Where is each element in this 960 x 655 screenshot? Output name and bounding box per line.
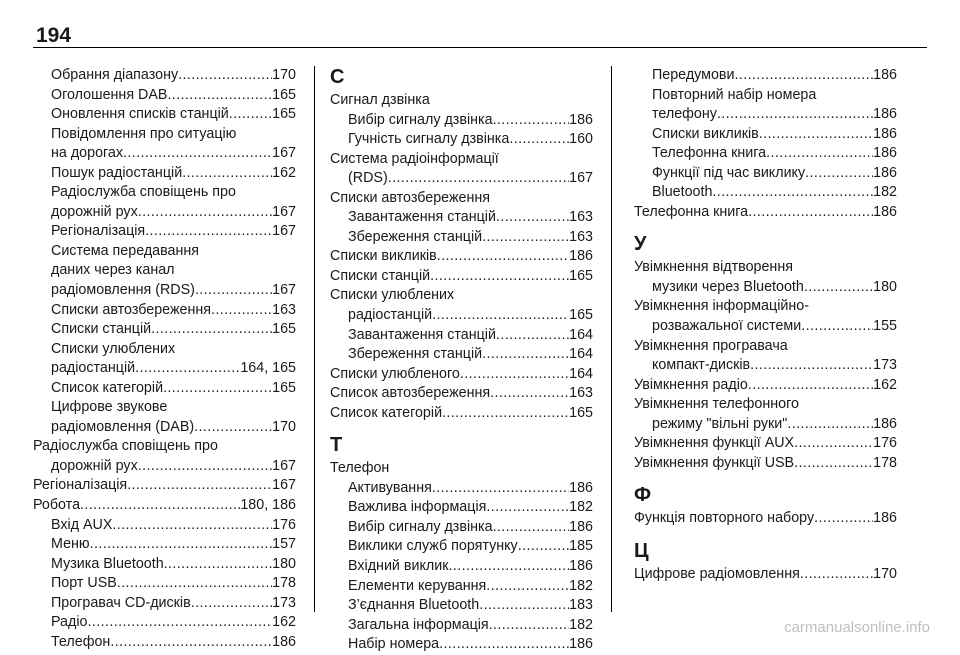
index-entry-text: Список категорій [51,379,164,396]
header-rule [33,47,927,48]
index-entry[interactable] [33,281,296,301]
index-entry-page: 186 [569,111,593,128]
index-entry-text: Набір номера [348,636,440,653]
index-entry-text: Оновлення списків станцій [51,106,229,123]
index-entry[interactable] [33,516,296,536]
index-entry[interactable] [330,247,593,267]
index-entry-page: 170 [272,67,296,83]
section-letter: С [330,66,345,88]
index-entry[interactable] [330,577,593,597]
index-entry[interactable] [330,596,593,616]
index-entry-text: Активування [348,479,432,496]
index-entry[interactable] [634,454,897,474]
index-column-3 [634,66,897,584]
index-entry-text: радіостанцій [348,307,433,324]
dot-leader [486,498,569,518]
index-entry-text: Увімкнення програвача [634,337,788,354]
index-entry-text: Список автозбереження [330,385,491,402]
index-entry-page: 162 [873,376,897,393]
dot-leader [135,359,240,379]
index-entry-text: Обрання діапазону [51,67,179,83]
dot-leader [211,301,272,321]
dot-leader [496,326,569,346]
dot-leader [191,594,272,614]
dot-leader [229,105,272,125]
index-entry-text: режиму "вільні руки" [652,415,788,432]
index-entry[interactable] [33,457,296,477]
index-entry-page: 167 [272,223,296,240]
index-entry[interactable] [330,537,593,557]
dot-leader [164,555,272,575]
index-entry-text: Сигнал дзвінка [330,92,430,108]
index-entry[interactable] [634,125,897,145]
index-entry[interactable] [634,356,897,376]
index-entry-text: Списки викликів [652,125,759,142]
index-entry[interactable] [33,301,296,321]
index-entry[interactable] [33,222,296,242]
index-entry-text: Завантаження станцій [348,326,496,343]
index-entry-page: 165 [272,86,296,103]
index-entry-page: 176 [873,435,897,452]
index-entry-page: 167 [569,170,593,187]
index-entry[interactable] [33,555,296,575]
index-entry-text: Вхідний виклик [348,558,449,575]
dot-leader [448,557,569,577]
index-entry[interactable] [330,557,593,577]
index-entry[interactable] [330,518,593,538]
index-entry-page: 165 [272,321,296,338]
dot-leader [123,144,272,164]
index-entry-text: Увімкнення функції USB [634,454,795,471]
index-entry-page: 180 [873,278,897,295]
index-entry[interactable] [33,476,296,496]
index-entry-text: Меню [51,536,90,553]
index-entry[interactable] [634,144,897,164]
dot-leader [151,320,272,340]
index-entry-text: Збереження станцій [348,346,483,363]
index-entry-text: розважальної системи [652,318,802,335]
dot-leader [87,613,272,633]
index-entry-text: дорожній рух [51,457,138,474]
index-entry[interactable] [33,594,296,614]
index-entry-page: 163 [569,228,593,245]
index-entry[interactable] [330,404,593,424]
index-entry-text: дорожній рух [51,203,138,220]
page-number: 194 [36,24,72,47]
dot-leader [486,577,569,597]
dot-leader [489,616,569,636]
dot-leader [460,365,569,385]
index-entry[interactable] [634,565,897,585]
index-entry-page: 157 [272,536,296,553]
column-divider [314,66,315,612]
dot-leader [194,418,272,438]
watermark: carmanualsonline.info [784,619,930,636]
index-entry[interactable] [330,228,593,248]
dot-leader [712,183,873,203]
index-entry-text: Завантаження станцій [348,209,496,226]
index-entry-text: Списки станцій [51,321,152,338]
dot-leader [750,356,873,376]
dot-leader [804,278,873,298]
index-entry[interactable] [330,111,593,131]
index-entry-page: 170 [272,418,296,435]
index-entry[interactable] [330,479,593,499]
index-entry[interactable] [33,66,296,86]
index-entry[interactable] [33,379,296,399]
index-entry-text: Списки автозбереження [51,301,211,318]
index-entry-text: Телефонна книга [652,145,767,162]
index-entry-page: 183 [569,597,593,614]
index-entry[interactable] [33,613,296,633]
index-entry-page: 173 [272,594,296,611]
index-entry[interactable] [330,267,593,287]
index-entry-page: 165 [272,379,296,396]
index-entry[interactable] [330,130,593,150]
index-entry-text: Порт USB [51,575,117,592]
index-entry-page: 186 [569,248,593,265]
index-entry-text: Списки станцій [330,267,431,284]
index-entry-page: 186 [569,479,593,496]
index-entry-page: 186 [873,106,897,123]
index-entry-page: 182 [569,499,593,516]
index-entry-text: Система передавання [51,242,200,259]
dot-leader [437,247,569,267]
index-entry-text: Радіо [51,614,88,631]
index-entry-page: 182 [873,184,897,201]
index-entry-page: 165 [569,267,593,284]
index-entry[interactable] [330,169,593,189]
index-entry-text: Цифрове звукове [51,399,168,416]
dot-leader [90,535,273,555]
index-entry-text: Пошук радіостанцій [51,164,183,181]
index-entry[interactable] [634,415,897,435]
index-entry[interactable] [330,498,593,518]
index-entry[interactable] [33,574,296,594]
dot-leader [430,267,569,287]
index-entry-text: Список категорій [330,404,443,421]
index-entry[interactable] [330,326,593,346]
index-entry-page: 178 [272,575,296,592]
index-entry-text: музики через Bluetooth [652,278,804,295]
index-entry-page: 165 [569,307,593,324]
index-entry-page: 164, 165 [240,360,296,377]
index-entry-text: Цифрове радіомовлення [634,565,800,582]
index-entry-text: Увімкнення відтворення [634,259,793,276]
index-entry-page: 186 [873,510,897,527]
index-entry-page: 173 [873,357,897,374]
index-entry-text: радіостанцій [51,360,136,377]
index-entry-text: Вибір сигналу дзвінка [348,518,493,535]
dot-leader [794,434,873,454]
index-entry-page: 164 [569,326,593,343]
index-entry-text: Списки улюблених [330,287,455,304]
index-entry[interactable] [33,164,296,184]
index-entry-page: 155 [873,318,897,335]
index-entry-page: 164 [569,365,593,382]
index-entry-page: 186 [873,125,897,142]
index-entry-text: радіомовлення (DAB) [51,418,195,435]
index-entry-page: 178 [873,454,897,471]
dot-leader [717,105,873,125]
dot-leader [432,479,569,499]
index-entry-page: 176 [272,516,296,533]
dot-leader [182,164,272,184]
index-entry[interactable] [634,203,897,223]
index-entry-text: Збереження станцій [348,228,483,245]
index-entry[interactable] [33,418,296,438]
index-entry[interactable] [330,306,593,326]
index-entry-text: Функція повторного набору [634,510,815,527]
dot-leader [178,66,272,86]
index-entry-text: Функції під час виклику [652,164,806,181]
dot-leader [432,306,569,326]
index-entry-text: Увімкнення функції AUX [634,435,795,452]
dot-leader [766,144,873,164]
dot-leader [518,537,569,557]
dot-leader [794,454,873,474]
index-entry-page: 162 [272,614,296,631]
index-entry-page: 186 [569,636,593,653]
index-entry-page: 167 [272,282,296,299]
index-entry-text: даних через канал [51,262,175,279]
index-entry[interactable] [33,359,296,379]
index-entry-text: Увімкнення інформаційно- [634,298,809,315]
index-entry-page: 186 [569,558,593,575]
index-entry[interactable] [634,317,897,337]
index-entry-text: Передумови [652,67,735,83]
index-entry-page: 186 [873,203,897,220]
section-letter: У [634,233,647,256]
index-entry-page: 164 [569,346,593,363]
index-entry-text: Музика Bluetooth [51,555,164,572]
dot-leader [163,379,272,399]
index-entry-text: (RDS) [348,170,388,187]
index-entry-text: Робота [33,497,81,514]
index-entry-page: 180 [272,555,296,572]
index-entry[interactable] [634,164,897,184]
index-entry-text: З’єднання Bluetooth [348,597,480,614]
index-entry-page: 186 [873,415,897,432]
index-entry-page: 167 [272,203,296,220]
dot-leader [748,203,873,223]
index-entry[interactable] [330,635,593,655]
index-entry[interactable] [330,208,593,228]
index-entry-text: Списки улюблених [51,340,176,357]
index-entry-text: Bluetooth [652,184,713,201]
index-entry[interactable] [33,633,296,653]
dot-leader [496,208,569,228]
index-entry[interactable] [33,320,296,340]
dot-leader [127,476,272,496]
index-entry-page: 182 [569,616,593,633]
index-entry-page: 163 [569,209,593,226]
section-letter: Ф [634,484,652,507]
index-entry-text: Телефон [51,633,111,650]
index-entry-text: Повторний набір номера [652,86,817,103]
dot-leader [167,86,272,106]
dot-leader [735,66,874,86]
index-entry-page: 185 [569,538,593,555]
dot-leader [493,111,570,131]
dot-leader [759,125,873,145]
index-entry-page: 170 [873,565,897,582]
section-letter: Т [330,434,343,457]
index-entry-text: Списки автозбереження [330,189,490,206]
index-entry-text: Радіослужба сповіщень про [33,438,218,455]
index-column-2 [330,66,593,655]
index-entry-text: Регіоналізація [51,223,146,240]
dot-leader [805,164,873,184]
index-entry-text: Вибір сигналу дзвінка [348,111,493,128]
index-entry-text: Списки викликів [330,248,437,265]
dot-leader [748,376,873,396]
index-entry-page: 186 [873,164,897,181]
index-entry-text: радіомовлення (RDS) [51,282,195,299]
dot-leader [110,633,272,653]
dot-leader [388,169,569,189]
index-entry-page: 165 [569,404,593,421]
dot-leader [439,635,569,655]
index-entry-text: Увімкнення радіо [634,376,748,393]
index-entry-page: 163 [569,385,593,402]
index-entry-page: 180, 186 [240,497,296,514]
dot-leader [493,518,570,538]
index-entry-text: телефону [652,106,717,123]
index-entry-text: Гучність сигналу дзвінка [348,131,510,148]
index-entry[interactable] [634,183,897,203]
dot-leader [482,345,569,365]
index-entry-text: Телефон [330,460,390,477]
index-entry-text: Вхід AUX [51,516,113,533]
index-entry-text: Програвач CD-дисків [51,594,191,611]
column-divider [611,66,612,612]
index-entry[interactable] [330,384,593,404]
index-entry-page: 165 [272,106,296,123]
index-entry[interactable] [634,105,897,125]
index-entry[interactable] [330,616,593,636]
index-entry-text: Списки улюбленого [330,365,460,382]
dot-leader [800,565,873,585]
index-entry-text: Виклики служб порятунку [348,538,518,555]
index-entry-text: Увімкнення телефонного [634,396,799,413]
index-entry-page: 186 [873,145,897,162]
index-entry-page: 167 [272,457,296,474]
index-entry-page: 162 [272,164,296,181]
dot-leader [442,404,569,424]
dot-leader [787,415,873,435]
index-entry[interactable] [33,203,296,223]
index-entry[interactable] [33,86,296,106]
dot-leader [814,509,873,529]
index-entry-text: Оголошення DAB [51,86,168,103]
index-entry-text: Телефонна книга [634,203,749,220]
index-entry-page: 182 [569,577,593,594]
index-entry[interactable] [33,496,296,516]
index-entry-page: 167 [272,145,296,162]
section-letter: Ц [634,539,649,562]
index-entry[interactable] [330,365,593,385]
index-entry[interactable] [634,66,897,86]
dot-leader [490,384,569,404]
index-entry-text: Загальна інформація [348,616,489,633]
index-entry-page: 186 [569,518,593,535]
index-column-1 [33,66,296,652]
index-entry[interactable] [33,535,296,555]
index-entry-text: Важлива інформація [348,499,487,516]
dot-leader [195,281,272,301]
index-entry[interactable] [634,509,897,529]
index-entry[interactable] [33,144,296,164]
index-entry-text: Радіослужба сповіщень про [51,184,236,201]
dot-leader [801,317,873,337]
dot-leader [145,222,272,242]
dot-leader [112,516,272,536]
dot-leader [482,228,569,248]
index-entry-text: Регіоналізація [33,477,128,494]
dot-leader [509,130,569,150]
dot-leader [80,496,240,516]
index-entry-text: компакт-дисків [652,357,751,374]
index-entry[interactable] [330,345,593,365]
index-entry-page: 167 [272,477,296,494]
index-entry[interactable] [33,105,296,125]
index-entry[interactable] [634,278,897,298]
index-entry-text: Система радіоінформації [330,150,499,167]
dot-leader [138,203,272,223]
index-entry-text: Повідомлення про ситуацію [51,125,237,142]
index-entry-page: 186 [272,633,296,650]
index-entry[interactable] [634,434,897,454]
index-entry-text: Елементи керування [348,577,487,594]
index-entry-page: 186 [873,67,897,83]
dot-leader [138,457,272,477]
dot-leader [479,596,569,616]
index-entry-page: 163 [272,301,296,318]
index-entry[interactable] [634,376,897,396]
index-entry-page: 160 [569,131,593,148]
dot-leader [117,574,272,594]
index-entry-text: на дорогах [51,145,124,162]
